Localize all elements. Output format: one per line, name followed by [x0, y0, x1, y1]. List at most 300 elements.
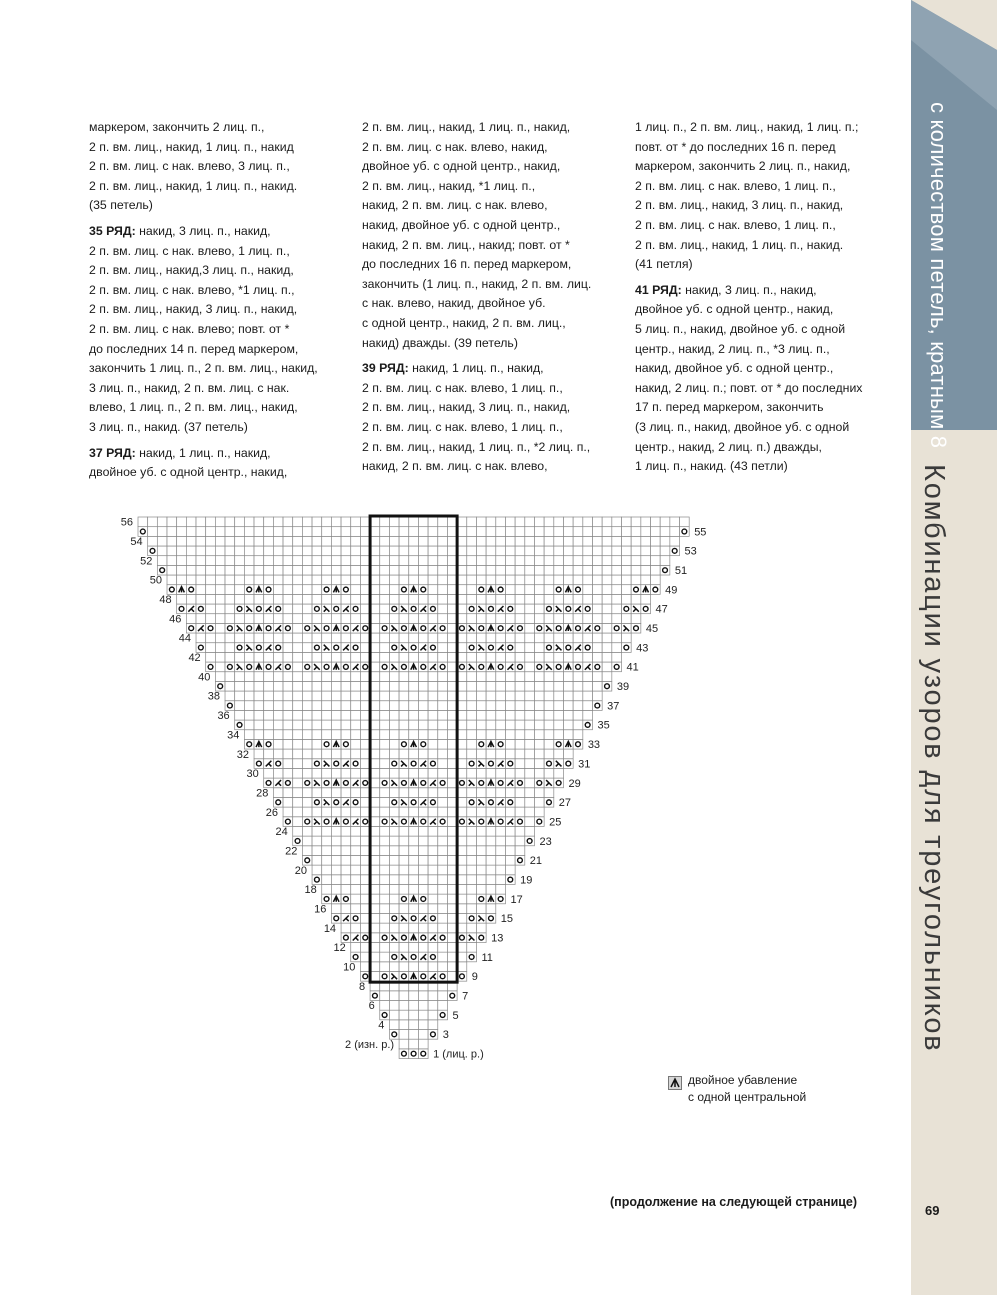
chart-cell-r33-c21	[438, 739, 448, 749]
chart-cell-r50-c51	[651, 575, 661, 585]
chart-cell-r38-c18	[389, 691, 399, 701]
chart-cell-r42-c9	[283, 652, 293, 662]
chart-cell-r36-c13	[351, 710, 361, 720]
chart-cell-r33-c28	[505, 739, 515, 749]
chart-cell-r45-c23	[399, 623, 409, 633]
chart-cell-r36-c36	[573, 710, 583, 720]
chart-cell-r49-c41	[554, 585, 564, 595]
chart-cell-r27-c21	[467, 797, 477, 807]
text-line: 2 п. вм. лиц., накид, 3 лиц. п., накид,	[362, 400, 571, 415]
chart-cell-r40-c20	[399, 672, 409, 682]
chart-cell-r33-c3	[264, 739, 274, 749]
chart-cell-r21-c14	[428, 855, 438, 865]
chart-cell-r55-c37	[486, 527, 496, 537]
chart-cell-r30-c24	[486, 768, 496, 778]
chart-cell-r50-c23	[380, 575, 390, 585]
chart-cell-r28-c6	[322, 788, 332, 798]
chart-cell-r50-c49	[631, 575, 641, 585]
chart-cell-r44-c35	[525, 633, 535, 643]
legend-text-line: двойное убавление	[688, 1073, 798, 1087]
chart-cell-r46-c46	[622, 614, 632, 624]
chart-cell-r19-c8	[380, 875, 390, 885]
chart-cell-r55-c36	[476, 527, 486, 537]
chart-cell-r27-c29	[544, 797, 554, 807]
chart-cell-r51-c5	[196, 565, 206, 575]
chart-cell-r2-c1	[399, 1039, 409, 1049]
chart-cell-r36-c16	[380, 710, 390, 720]
row-number-12: 12	[333, 942, 346, 955]
chart-cell-r32-c30	[534, 749, 544, 759]
chart-cell-r3-c1	[389, 1030, 399, 1040]
chart-cell-r50-c37	[515, 575, 525, 585]
chart-cell-r42-c24	[428, 652, 438, 662]
chart-cell-r40-c15	[351, 672, 361, 682]
chart-cell-r46-c23	[399, 614, 409, 624]
chart-cell-r43-c10	[283, 643, 293, 653]
chart-cell-r45-c15	[322, 623, 332, 633]
chart-cell-r6-c5	[418, 1001, 428, 1011]
chart-cell-r30-c5	[302, 768, 312, 778]
chart-cell-r35-c18	[399, 720, 409, 730]
chart-cell-r28-c12	[380, 788, 390, 798]
chart-cell-r45-c17	[341, 623, 351, 633]
row-number-3: 3	[442, 1029, 449, 1042]
chart-cell-r44-c42	[592, 633, 602, 643]
chart-cell-r18-c10	[409, 884, 419, 894]
chart-cell-r5-c3	[399, 1010, 409, 1020]
chart-cell-r56-c27	[389, 517, 399, 527]
chart-cell-r54-c13	[264, 536, 274, 546]
chart-cell-r32-c6	[302, 749, 312, 759]
chart-cell-r31-c14	[380, 759, 390, 769]
chart-cell-r56-c37	[486, 517, 496, 527]
chart-cell-r56-c39	[505, 517, 515, 527]
chart-cell-r47-c27	[428, 604, 438, 614]
chart-cell-r18-c3	[341, 884, 351, 894]
chart-cell-r20-c9	[389, 865, 399, 875]
row-number-38: 38	[207, 690, 221, 703]
chart-cell-r51-c13	[273, 565, 283, 575]
chart-cell-r31-c25	[486, 759, 496, 769]
chart-cell-r55-c38	[496, 527, 506, 537]
chart-cell-r38-c14	[351, 691, 361, 701]
chart-cell-r53-c30	[428, 546, 438, 556]
chart-cell-r18-c4	[351, 884, 361, 894]
chart-cell-r34-c20	[428, 730, 438, 740]
chart-cell-r48-c43	[583, 594, 593, 604]
chart-cell-r51-c9	[235, 565, 245, 575]
chart-cell-r24-c6	[341, 826, 351, 836]
chart-cell-r40-c12	[322, 672, 332, 682]
chart-cell-r44-c8	[264, 633, 274, 643]
chart-cell-r44-c17	[351, 633, 361, 643]
chart-cell-r30-c27	[515, 768, 525, 778]
chart-cell-r16-c7	[389, 904, 399, 914]
chart-cell-r19-c13	[428, 875, 438, 885]
chart-cell-r54-c27	[399, 536, 409, 546]
chart-cell-r51-c15	[293, 565, 303, 575]
row-number-53: 53	[684, 545, 697, 558]
chart-cell-r39-c32	[515, 681, 525, 691]
chart-cell-r55-c18	[302, 527, 312, 537]
chart-cell-r44-c25	[428, 633, 438, 643]
chart-cell-r39-c4	[244, 681, 254, 691]
chart-cell-r50-c29	[438, 575, 448, 585]
chart-cell-r21-c23	[515, 855, 525, 865]
chart-cell-r56-c22	[341, 517, 351, 527]
chart-cell-r20-c4	[341, 865, 351, 875]
chart-cell-r31-c31	[544, 759, 554, 769]
chart-cell-r53-c16	[293, 546, 303, 556]
chart-cell-r52-c21	[351, 556, 361, 566]
chart-cell-r47-c13	[293, 604, 303, 614]
chart-cell-r50-c3	[186, 575, 196, 585]
chart-cell-r48-c41	[563, 594, 573, 604]
chart-cell-r7-c3	[389, 991, 399, 1001]
chart-cell-r10-c4	[389, 962, 399, 972]
chart-cell-r55-c53	[641, 527, 651, 537]
chart-cell-r37-c13	[341, 701, 351, 711]
chart-cell-r48-c23	[389, 594, 399, 604]
chart-cell-r46-c32	[486, 614, 496, 624]
chart-cell-r43-c5	[235, 643, 245, 653]
chart-cell-r54-c8	[215, 536, 225, 546]
chart-cell-r50-c12	[273, 575, 283, 585]
chart-cell-r55-c1	[138, 527, 148, 537]
chart-cell-r41-c23	[418, 662, 428, 672]
chart-cell-r43-c44	[612, 643, 622, 653]
chart-cell-r40-c8	[283, 672, 293, 682]
chart-cell-r45-c41	[573, 623, 583, 633]
chart-cell-r47-c35	[505, 604, 515, 614]
chart-cell-r26-c15	[418, 807, 428, 817]
chart-cell-r29-c7	[322, 778, 332, 788]
chart-cell-r12-c9	[428, 942, 438, 952]
chart-cell-r54-c47	[592, 536, 602, 546]
chart-cell-r18-c7	[380, 884, 390, 894]
chart-cell-r21-c1	[302, 855, 312, 865]
chart-cell-r39-c8	[283, 681, 293, 691]
chart-cell-r26-c26	[525, 807, 535, 817]
chart-cell-r23-c19	[467, 836, 477, 846]
chart-cell-r10-c7	[418, 962, 428, 972]
chart-cell-r56-c55	[660, 517, 670, 527]
chart-cell-r42-c5	[244, 652, 254, 662]
chart-cell-r36-c17	[389, 710, 399, 720]
chart-cell-r48-c10	[264, 594, 274, 604]
chart-cell-r38-c31	[515, 691, 525, 701]
chart-cell-r56-c43	[544, 517, 554, 527]
chart-cell-r55-c40	[515, 527, 525, 537]
chart-cell-r32-c26	[496, 749, 506, 759]
chart-cell-r25-c23	[496, 817, 506, 827]
chart-cell-r49-c5	[206, 585, 216, 595]
chart-cell-r44-c15	[331, 633, 341, 643]
chart-cell-r51-c30	[438, 565, 448, 575]
chart-cell-r53-c20	[331, 546, 341, 556]
chart-cell-r44-c3	[215, 633, 225, 643]
chart-cell-r46-c35	[515, 614, 525, 624]
chart-cell-r24-c14	[418, 826, 428, 836]
chart-cell-r28-c1	[273, 788, 283, 798]
chart-cell-r7-c1	[370, 991, 380, 1001]
chart-cell-r42-c1	[206, 652, 216, 662]
chart-cell-r44-c44	[612, 633, 622, 643]
chart-cell-r50-c28	[428, 575, 438, 585]
chart-cell-r35-c5	[273, 720, 283, 730]
chart-cell-r41-c1	[206, 662, 216, 672]
chart-cell-r37-c39	[592, 701, 602, 711]
chart-cell-r43-c4	[225, 643, 235, 653]
row-number-46: 46	[169, 613, 182, 626]
chart-cell-r27-c15	[409, 797, 419, 807]
chart-cell-r50-c41	[554, 575, 564, 585]
chart-cell-r52-c35	[486, 556, 496, 566]
row-number-18: 18	[304, 884, 317, 897]
chart-cell-r49-c29	[438, 585, 448, 595]
row-number-9: 9	[471, 971, 478, 984]
chart-cell-r31-c15	[389, 759, 399, 769]
chart-cell-r37-c38	[583, 701, 593, 711]
chart-cell-r50-c20	[351, 575, 361, 585]
chart-cell-r31-c9	[331, 759, 341, 769]
row-number-15: 15	[500, 913, 514, 926]
chart-cell-r40-c11	[312, 672, 322, 682]
chart-cell-r46-c24	[409, 614, 419, 624]
chart-cell-r43-c29	[467, 643, 477, 653]
chart-cell-r48-c14	[302, 594, 312, 604]
chart-cell-r38-c28	[486, 691, 496, 701]
chart-cell-r48-c34	[496, 594, 506, 604]
chart-cell-r12-c5	[389, 942, 399, 952]
chart-cell-r35-c31	[525, 720, 535, 730]
chart-cell-r39-c2	[225, 681, 235, 691]
chart-cell-r35-c1	[235, 720, 245, 730]
chart-cell-r24-c2	[302, 826, 312, 836]
chart-cell-r22-c11	[399, 846, 409, 856]
chart-cell-r18-c18	[486, 884, 496, 894]
chart-cell-r49-c39	[534, 585, 544, 595]
chart-cell-r20-c18	[476, 865, 486, 875]
continuation-note: (продолжение на следующей странице)	[610, 1195, 858, 1209]
chart-cell-r27-c13	[389, 797, 399, 807]
chart-cell-r19-c20	[496, 875, 506, 885]
chart-cell-r36-c27	[486, 710, 496, 720]
row-number-19: 19	[520, 874, 533, 887]
chart-cell-r56-c47	[583, 517, 593, 527]
chart-cell-r51-c7	[215, 565, 225, 575]
chart-cell-r25-c15	[418, 817, 428, 827]
chart-cell-r33-c12	[351, 739, 361, 749]
chart-cell-r10-c6	[409, 962, 419, 972]
chart-cell-r43-c37	[544, 643, 554, 653]
chart-cell-r53-c44	[563, 546, 573, 556]
text-line: 2 п. вм. лиц. с нак. влево, 1 лиц. п.,	[89, 243, 290, 258]
chart-cell-r21-c13	[418, 855, 428, 865]
chart-cell-r47-c36	[515, 604, 525, 614]
chart-cell-r52-c4	[186, 556, 196, 566]
chart-cell-r46-c42	[583, 614, 593, 624]
chart-cell-r34-c3	[264, 730, 274, 740]
chart-cell-r56-c15	[273, 517, 283, 527]
chart-cell-r38-c17	[380, 691, 390, 701]
chart-cell-r35-c13	[351, 720, 361, 730]
chart-cell-r26-c11	[380, 807, 390, 817]
chart-cell-r46-c47	[631, 614, 641, 624]
chart-cell-r20-c5	[351, 865, 361, 875]
chart-cell-r21-c22	[505, 855, 515, 865]
chart-cell-r6-c1	[380, 1001, 390, 1011]
chart-cell-r36-c25	[467, 710, 477, 720]
chart-cell-r7-c7	[428, 991, 438, 1001]
chart-cell-r17-c1	[322, 894, 332, 904]
chart-cell-r56-c14	[264, 517, 274, 527]
chart-cell-r15-c17	[486, 913, 496, 923]
chart-cell-r55-c12	[244, 527, 254, 537]
chart-cell-r12-c10	[438, 942, 448, 952]
chart-cell-r26-c13	[399, 807, 409, 817]
chart-cell-r33-c4	[273, 739, 283, 749]
chart-cell-r32-c28	[515, 749, 525, 759]
chart-cell-r31-c7	[312, 759, 322, 769]
chart-cell-r56-c11	[235, 517, 245, 527]
chart-cell-r52-c50	[631, 556, 641, 566]
chart-cell-r33-c20	[428, 739, 438, 749]
chart-cell-r51-c50	[631, 565, 641, 575]
chart-cell-r49-c13	[283, 585, 293, 595]
chart-cell-r46-c1	[186, 614, 196, 624]
chart-cell-r17-c19	[496, 894, 506, 904]
chart-cell-r33-c6	[293, 739, 303, 749]
chart-cell-r33-c27	[496, 739, 506, 749]
chart-cell-r38-c3	[244, 691, 254, 701]
chart-cell-r56-c40	[515, 517, 525, 527]
text-line: 2 п. вм. лиц., накид, 1 лиц. п., накид.	[89, 178, 298, 193]
chart-cell-r54-c7	[206, 536, 216, 546]
chart-cell-r47-c41	[563, 604, 573, 614]
chart-cell-r53-c51	[631, 546, 641, 556]
chart-cell-r18-c19	[496, 884, 506, 894]
chart-cell-r37-c12	[331, 701, 341, 711]
chart-cell-r26-c4	[312, 807, 322, 817]
chart-cell-r39-c30	[496, 681, 506, 691]
chart-cell-r37-c1	[225, 701, 235, 711]
chart-cell-r56-c28	[399, 517, 409, 527]
chart-cell-r35-c16	[380, 720, 390, 730]
chart-cell-r39-c41	[602, 681, 612, 691]
chart-cell-r50-c6	[215, 575, 225, 585]
chart-cell-r24-c12	[399, 826, 409, 836]
chart-cell-r24-c19	[467, 826, 477, 836]
text-line: двойное уб. с одной центр., накид,	[635, 302, 834, 317]
chart-cell-r37-c33	[534, 701, 544, 711]
chart-cell-r29-c25	[496, 778, 506, 788]
chart-cell-r46-c22	[389, 614, 399, 624]
chart-cell-r25-c3	[302, 817, 312, 827]
chart-cell-r31-c1	[254, 759, 264, 769]
chart-cell-r23-c5	[331, 836, 341, 846]
chart-cell-r26-c17	[438, 807, 448, 817]
chart-cell-r38-c5	[264, 691, 274, 701]
chart-cell-r55-c23	[351, 527, 361, 537]
chart-cell-r44-c30	[476, 633, 486, 643]
chart-cell-r35-c26	[476, 720, 486, 730]
text-column-2	[362, 118, 617, 483]
chart-cell-r35-c33	[544, 720, 554, 730]
chart-cell-r27-c9	[351, 797, 361, 807]
chart-cell-r55-c26	[380, 527, 390, 537]
chart-cell-r31-c23	[467, 759, 477, 769]
chart-cell-r27-c1	[273, 797, 283, 807]
chart-cell-r56-c41	[525, 517, 535, 527]
chart-cell-r56-c38	[496, 517, 506, 527]
chart-cell-r37-c30	[505, 701, 515, 711]
chart-cell-r21-c19	[476, 855, 486, 865]
chart-cell-r51-c42	[554, 565, 564, 575]
chart-cell-r7-c4	[399, 991, 409, 1001]
chart-cell-r40-c39	[583, 672, 593, 682]
paragraph	[89, 118, 344, 216]
text-line: 2 п. вм. лиц., накид, 3 лиц. п., накид,	[89, 302, 298, 317]
chart-cell-r27-c17	[428, 797, 438, 807]
chart-cell-r34-c10	[331, 730, 341, 740]
chart-cell-r36-c31	[525, 710, 535, 720]
text-line: накид) дважды. (39 петель)	[362, 335, 518, 350]
row-number-43: 43	[636, 642, 649, 655]
chart-cell-r51-c16	[302, 565, 312, 575]
chart-cell-r35-c27	[486, 720, 496, 730]
chart-cell-r53-c41	[534, 546, 544, 556]
chart-cell-r50-c5	[206, 575, 216, 585]
chart-cell-r25-c25	[515, 817, 525, 827]
chart-cell-r16-c16	[476, 904, 486, 914]
chart-cell-r20-c21	[505, 865, 515, 875]
chart-cell-r23-c22	[496, 836, 506, 846]
row-number-39: 39	[616, 681, 630, 694]
chart-cell-r50-c35	[496, 575, 506, 585]
chart-cell-r53-c38	[505, 546, 515, 556]
chart-cell-r37-c29	[496, 701, 506, 711]
chart-cell-r46-c38	[544, 614, 554, 624]
chart-cell-r32-c29	[525, 749, 535, 759]
chart-cell-r29-c1	[264, 778, 274, 788]
chart-cell-r28-c29	[544, 788, 554, 798]
chart-cell-r20-c1	[312, 865, 322, 875]
chart-cell-r49-c43	[573, 585, 583, 595]
chart-cell-r35-c12	[341, 720, 351, 730]
row-number-41: 41	[626, 661, 639, 674]
chart-cell-r44-c11	[293, 633, 303, 643]
chart-cell-r50-c27	[418, 575, 428, 585]
chart-cell-r55-c21	[331, 527, 341, 537]
chart-cell-r34-c26	[486, 730, 496, 740]
chart-cell-r39-c9	[293, 681, 303, 691]
chart-cell-r56-c23	[351, 517, 361, 527]
chart-cell-r14-c8	[409, 923, 419, 933]
chart-cell-r44-c34	[515, 633, 525, 643]
chart-cell-r20-c11	[409, 865, 419, 875]
chart-cell-r45-c5	[225, 623, 235, 633]
chart-cell-r21-c15	[438, 855, 448, 865]
chart-cell-r55-c57	[680, 527, 690, 537]
paragraph-row-41	[635, 281, 900, 477]
chart-cell-r17-c12	[428, 894, 438, 904]
chart-cell-r23-c4	[322, 836, 332, 846]
chart-cell-r21-c2	[312, 855, 322, 865]
chart-cell-r29-c31	[554, 778, 564, 788]
chart-cell-r55-c19	[312, 527, 322, 537]
chart-cell-r49-c46	[602, 585, 612, 595]
